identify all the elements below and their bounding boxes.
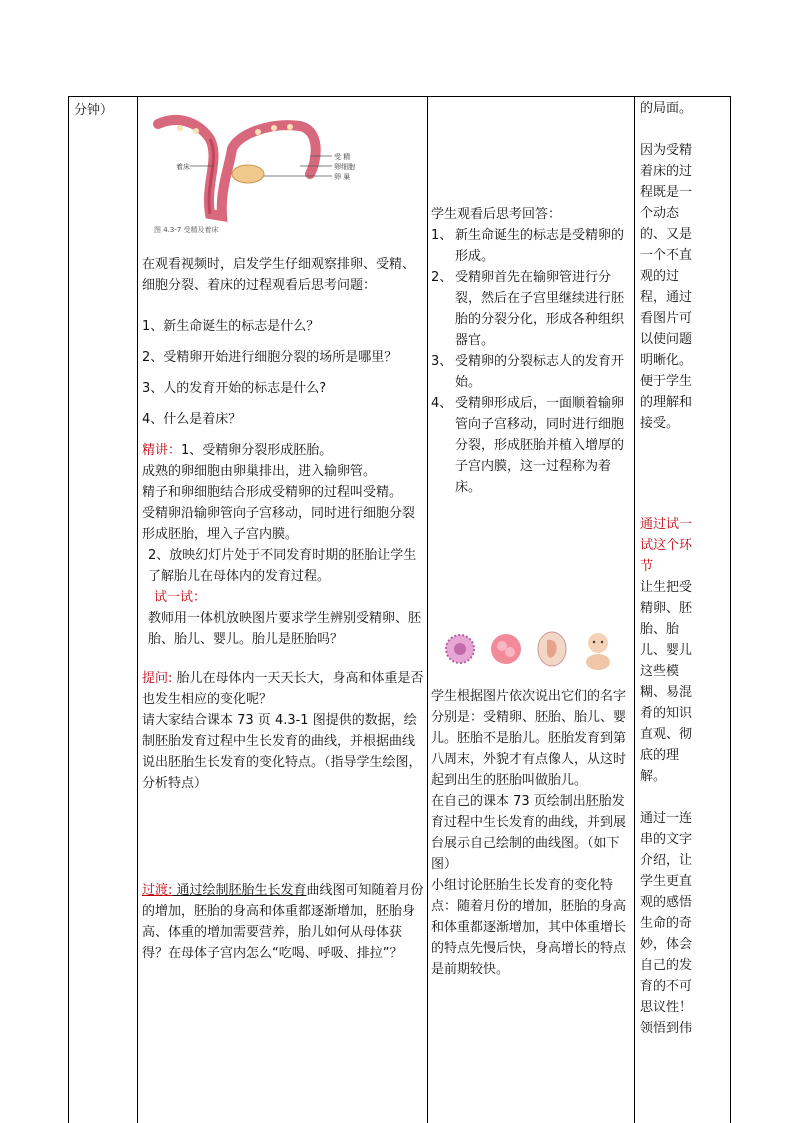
- identify-text: 学生根据图片依次说出它们的名字分别是：受精卵、胚胎、胎儿、婴儿。胚胎不是胎儿。胚胎发育到第八周末，外貌才有点像人，从这时起到出生的胚胎叫做胎儿。: [431, 689, 627, 788]
- baby-image: [581, 628, 615, 670]
- jingjiang-line-3: 受精卵沿输卵管向子宫移动，同时进行细胞分裂形成胚胎，埋入子宫内膜。: [142, 506, 416, 542]
- tiwen-more: 请大家结合课本 73 页 4.3-1 图提供的数据，绘制胚胎发育过程中生长发育的曲线，并根据曲线说出胚胎生长发育的变化特点。（指导学生绘图，分析特点）: [142, 713, 422, 791]
- uterus-illustration: [150, 104, 370, 236]
- student-lead: 学生观看后思考回答：: [431, 207, 562, 222]
- guodu-underlined: 通过绘制胚胎生长发育: [172, 883, 307, 898]
- figure-caption: 图 4.3-7 受精及着床: [154, 226, 219, 234]
- discuss-text: 小组讨论胚胎生长发育的变化特点：随着月份的增加，胚胎的身高和体重都逐渐增加，其中体重增长的特点先慢后快，身高增长的特点是前期较快。: [431, 878, 627, 977]
- fertilized-egg-image: [443, 628, 477, 670]
- intro-text: 在观看视频时，启发学生仔细观察排卵、受精、细胞分裂、着床的过程观看后思考问题：: [142, 257, 416, 293]
- fertilization-figure: [150, 104, 370, 236]
- guodu-text: 曲线图可知随着月份的增加，胚胎的身高和体重都逐渐增加，胚胎身高、体重的增加需要营养，胎儿如何从母体获得？在母体子宫内怎么“吃喝、呼吸、排拉”？: [142, 883, 424, 961]
- intent-p3: 让生把受精卵、胚胎、胎儿、婴儿这些模糊、易混肴的知识直观、彻底的理解。: [640, 580, 693, 784]
- lesson-table: [68, 96, 731, 1123]
- time-cell: [74, 100, 134, 121]
- design-intent-cell: [640, 96, 728, 1036]
- table-border-col2: [427, 96, 428, 1123]
- answer-item: 4、 受精卵形成后，一面顺着输卵管向子宫移动，同时进行细胞分裂，形成胚胎并植入增厚的子宫内膜，这一过程称为着床。: [431, 396, 625, 495]
- tiwen-text: 胎儿在母体内一天天长大，身高和体重是否也发生相应的变化呢？: [142, 671, 424, 707]
- embryo-image: [489, 628, 523, 670]
- guodu-paragraph: [142, 880, 426, 964]
- question-4: 4、什么是着床？: [142, 412, 242, 427]
- intent-p3-highlight: 通过试一试这个环节: [640, 517, 693, 574]
- label-egg: 卵细胞: [334, 163, 355, 171]
- answer-item: 1、 新生命诞生的标志是受精卵的形成。: [431, 228, 625, 264]
- jingjiang-point-1: 1、受精卵分裂形成胚胎。: [181, 443, 333, 458]
- jingjiang-label: 精讲：: [142, 443, 182, 458]
- question-3: 3、人的发育开始的标志是什么?: [142, 381, 327, 396]
- table-border-col1: [137, 96, 138, 1123]
- question-2: 2、受精卵开始进行细胞分裂的场所是哪里？: [142, 350, 398, 365]
- intent-p1: 的局面。: [640, 101, 693, 116]
- jingjiang-heading: [142, 440, 426, 461]
- draw-text: 在自己的课本 73 页绘制出胚胎发育过程中生长发育的曲线，并到展台展示自己绘制的曲线图。（如下图）: [431, 794, 627, 872]
- guodu-label: 过渡:: [142, 883, 173, 898]
- tiwen-paragraph: [142, 668, 426, 710]
- time-text: 分钟）: [74, 103, 114, 118]
- development-stage-images: [443, 628, 615, 670]
- answer-list: [431, 225, 629, 498]
- intent-p2: 因为受精着床的过程既是一个动态的、又是一个不直观的过程，通过看图片可以使问题明晰化。便于学生的理解和接受。: [640, 143, 693, 431]
- table-border-col3: [634, 96, 635, 1123]
- intent-p4: 通过一连串的文字介绍，让学生更直观的感悟生命的奇妙，体会自己的发育的不可思议性！领悟到伟: [640, 811, 693, 1036]
- table-border-left: [68, 96, 69, 1123]
- label-fertilization: 受 精: [334, 153, 351, 161]
- fetus-image: [535, 628, 569, 670]
- shiyishi-label: 试一试：: [154, 590, 207, 605]
- jingjiang-point-2: 2、放映幻灯片处于不同发育时期的胚胎让学生了解胎儿在母体内的发育过程。: [148, 548, 417, 584]
- answer-item: 2、 受精卵首先在输卵管进行分裂，然后在子宫里继续进行胚胎的分裂分化，形成各种组织器官。: [431, 270, 625, 348]
- table-border-right: [730, 96, 731, 1123]
- label-implantation: 着床: [176, 163, 190, 171]
- answer-item: 3、 受精卵的分裂标志人的发育开始。: [431, 354, 625, 390]
- question-1: 1、新生命诞生的标志是什么？: [142, 319, 320, 334]
- shiyishi-text: 教师用一体机放映图片要求学生辨别受精卵、胚胎、胎儿、婴儿。胎儿是胚胎吗？: [148, 611, 422, 647]
- table-top-border: [68, 96, 731, 97]
- label-ovary: 卵 巢: [334, 173, 351, 181]
- tiwen-label: 提问:: [142, 671, 173, 686]
- jingjiang-line-2: 精子和卵细胞结合形成受精卵的过程叫受精。: [142, 485, 403, 500]
- jingjiang-line-1: 成熟的卵细胞由卵巢排出，进入输卵管。: [142, 464, 377, 479]
